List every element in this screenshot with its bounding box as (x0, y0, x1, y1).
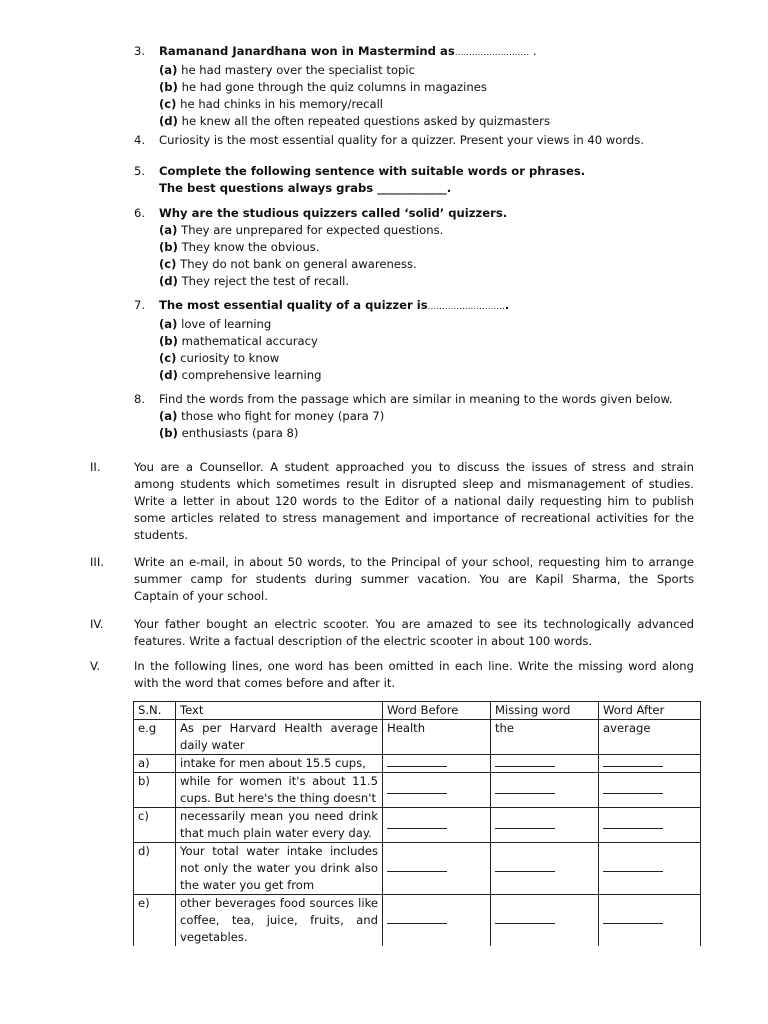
section-numeral: III. (90, 555, 104, 569)
table-row (134, 720, 701, 755)
option-a: (a) love of learning (159, 317, 272, 331)
row-sn: c) (134, 808, 176, 843)
option-b: (b) mathematical accuracy (159, 334, 318, 348)
missing-word-blank[interactable] (491, 895, 599, 947)
answer-dots: ........................... (427, 302, 505, 312)
question-7: 7. The most essential quality of a quizzer is............................ (a) love of learning (b) mathematical accuracy (c) curiosity to know (d) comprehensive learning (134, 298, 510, 382)
row-text: while for women it's about 11.5 cups. But here's the thing doesn't (176, 773, 383, 808)
table-row (134, 843, 701, 895)
word-after-cell: average (599, 720, 701, 755)
question-number: 8. (134, 392, 146, 406)
option-b: (b) enthusiasts (para 8) (159, 426, 299, 440)
blank-line (495, 923, 555, 924)
question-8 (134, 391, 673, 442)
question-stem: Curiosity is the most essential quality for a quizzer. Present your views in 40 words. (159, 133, 645, 147)
section-numeral: V. (90, 659, 101, 673)
row-sn: e.g (134, 720, 176, 755)
blank-line (495, 871, 555, 872)
option-c: (c) he had chinks in his memory/recall (159, 97, 384, 111)
section-text: In the following lines, one word has been omitted in each line. Write the missing word along with the word that comes before and after it. (134, 659, 694, 690)
option-d: (d) They reject the test of recall. (159, 274, 350, 288)
question-stem: Ramanand Janardhana won in Mastermind as (159, 44, 455, 58)
answer-dots: .......................... (454, 48, 530, 58)
table-row (134, 808, 701, 843)
word-before-blank[interactable] (383, 773, 491, 808)
question-stem: The most essential quality of a quizzer is (159, 298, 428, 312)
row-sn: b) (134, 773, 176, 808)
option-d: (d) comprehensive learning (159, 368, 322, 382)
blank-line (603, 793, 663, 794)
question-number: 6. (134, 206, 146, 220)
section-text: Write an e-mail, in about 50 words, to the Principal of your school, requesting him to arrange summer camp for students during summer vacation. You are Kapil Sharma, the Sports Captain of your school. (134, 555, 694, 603)
question-number: 3. (134, 44, 146, 58)
word-before-blank[interactable] (383, 843, 491, 895)
missing-word-blank[interactable] (491, 773, 599, 808)
row-text: As per Harvard Health average daily water (176, 720, 383, 755)
word-after-blank[interactable] (599, 755, 701, 773)
blank-line (387, 766, 447, 767)
question-stem: Find the words from the passage which are similar in meaning to the words given below. (159, 392, 673, 406)
header-sn: S.N. (134, 702, 176, 720)
word-before-cell: Health (383, 720, 491, 755)
question-6 (134, 205, 507, 290)
option-a: (a) those who fight for money (para 7) (159, 409, 385, 423)
word-before-blank[interactable] (383, 808, 491, 843)
blank-line (603, 828, 663, 829)
row-sn: e) (134, 895, 176, 947)
header-missing-word: Missing word (491, 702, 599, 720)
word-after-blank[interactable] (599, 773, 701, 808)
header-word-before: Word Before (383, 702, 491, 720)
blank-line (495, 766, 555, 767)
question-number: 5. (134, 164, 146, 178)
missing-word-table (133, 701, 701, 946)
row-sn: d) (134, 843, 176, 895)
question-stem: Complete the following sentence with suitable words or phrases. (159, 164, 586, 178)
blank-line (495, 828, 555, 829)
option-b: (b) They know the obvious. (159, 240, 320, 254)
word-after-blank[interactable] (599, 895, 701, 947)
option-a: (a) They are unprepared for expected questions. (159, 223, 444, 237)
blank-line (387, 923, 447, 924)
option-b: (b) he had gone through the quiz columns in magazines (159, 80, 487, 94)
word-after-blank[interactable] (599, 808, 701, 843)
word-after-blank[interactable] (599, 843, 701, 895)
question-number: 7. (134, 298, 146, 312)
row-sn: a) (134, 755, 176, 773)
section-numeral: IV. (90, 617, 104, 631)
table-header-row (134, 702, 701, 720)
question-3: 3. Ramanand Janardhana won in Mastermind as.......................... . (a) he had mastery over the specialist topic (b) he had gone through the quiz columns in magazines (c) he had chinks in his memory/recall (d) he knew all the often repeated questions asked by quizmasters (134, 44, 550, 128)
header-text: Text (176, 702, 383, 720)
row-text: other beverages food sources like coffee, tea, juice, fruits, and vegetables. (176, 895, 383, 947)
question-number: 4. (134, 133, 146, 147)
missing-word-cell: the (491, 720, 599, 755)
blank-line (495, 793, 555, 794)
header-word-after: Word After (599, 702, 701, 720)
question-5 (134, 163, 585, 197)
table-row (134, 895, 701, 947)
row-text: Your total water intake includes not only the water you drink also the water you get from (176, 843, 383, 895)
missing-word-blank[interactable] (491, 755, 599, 773)
section-text: Your father bought an electric scooter. You are amazed to see its technologically advanced features. Write a factual description of the electric scooter in about 100 words. (134, 617, 694, 648)
question-sentence: The best questions always grabs ____________. (159, 181, 452, 195)
blank-line (387, 828, 447, 829)
option-c: (c) curiosity to know (159, 351, 280, 365)
section-numeral: II. (90, 460, 101, 474)
missing-word-blank[interactable] (491, 808, 599, 843)
table-row (134, 755, 701, 773)
blank-line (603, 923, 663, 924)
question-4 (134, 132, 644, 149)
option-d: (d) he knew all the often repeated questions asked by quizmasters (159, 114, 550, 128)
question-stem: Why are the studious quizzers called ‘solid’ quizzers. (159, 206, 508, 220)
blank-line (603, 871, 663, 872)
blank-line (603, 766, 663, 767)
missing-word-blank[interactable] (491, 843, 599, 895)
word-before-blank[interactable] (383, 755, 491, 773)
row-text: intake for men about 15.5 cups, (176, 755, 383, 773)
section-text: You are a Counsellor. A student approached you to discuss the issues of stress and strain among students which sometimes result in disrupted sleep and mismanagement of studies. Write a letter in about 120 words to the Editor of a national daily requesting him to publish some articles related to stress management and importance of recreational activities for the students. (134, 460, 694, 542)
row-text: necessarily mean you need drink that much plain water every day. (176, 808, 383, 843)
option-a: (a) he had mastery over the specialist topic (159, 63, 415, 77)
word-before-blank[interactable] (383, 895, 491, 947)
blank-line (387, 871, 447, 872)
blank-line (387, 793, 447, 794)
table-row (134, 773, 701, 808)
option-c: (c) They do not bank on general awareness. (159, 257, 417, 271)
